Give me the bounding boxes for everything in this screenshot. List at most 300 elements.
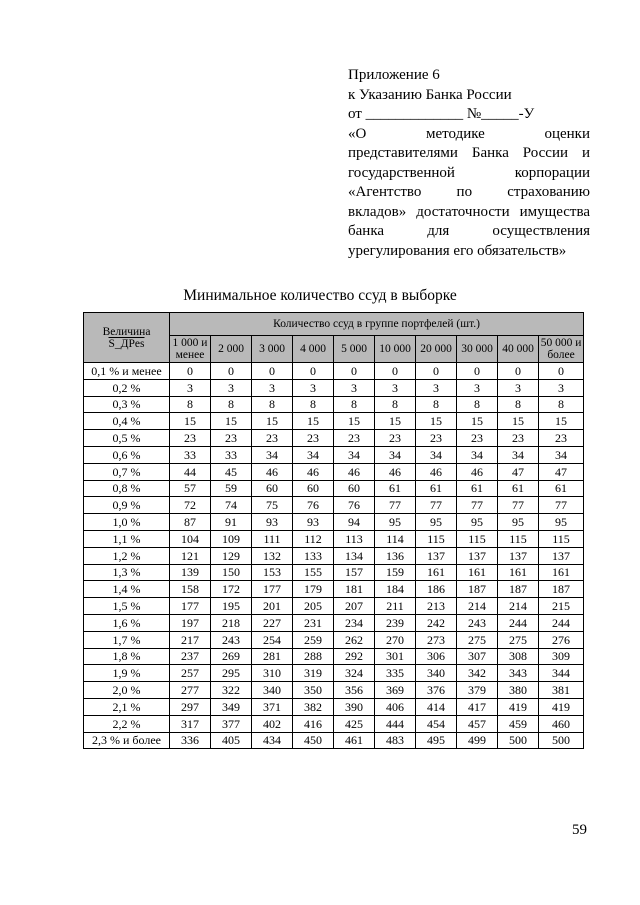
table-cell: 307 [457,648,498,665]
table-cell: 461 [334,732,375,749]
table-cell: 77 [498,497,539,514]
table-cell: 310 [252,665,293,682]
column-header: 10 000 [375,336,416,363]
table-cell: 75 [252,497,293,514]
table-cell: 15 [211,413,252,430]
table-cell: 3 [293,379,334,396]
table-cell: 159 [375,564,416,581]
table-cell: 59 [211,480,252,497]
table-cell: 254 [252,631,293,648]
table-cell: 23 [416,430,457,447]
table-header [84,313,584,363]
table-cell: 61 [539,480,584,497]
row-label: 2,1 % [84,698,170,715]
row-label: 2,0 % [84,682,170,699]
table-row [84,396,584,413]
table-cell: 77 [416,497,457,514]
table-cell: 57 [170,480,211,497]
table-cell: 257 [170,665,211,682]
table-cell: 306 [416,648,457,665]
row-label: 0,6 % [84,446,170,463]
table-cell: 77 [375,497,416,514]
row-label: 1,4 % [84,581,170,598]
table-row [84,446,584,463]
table-cell: 244 [539,614,584,631]
table-cell: 405 [211,732,252,749]
table-cell: 499 [457,732,498,749]
appendix-line: банка для осуществления [348,223,590,239]
table-cell: 33 [170,446,211,463]
table-row [84,648,584,665]
table-cell: 390 [334,698,375,715]
table-cell: 104 [170,530,211,547]
table-cell: 134 [334,547,375,564]
appendix-line: «Агентство по страхованию [348,184,590,200]
table-cell: 3 [539,379,584,396]
table-cell: 8 [170,396,211,413]
table-cell: 137 [539,547,584,564]
table-cell: 414 [416,698,457,715]
table-cell: 46 [293,463,334,480]
table-cell: 179 [293,581,334,598]
table-row [84,614,584,631]
table-cell: 46 [375,463,416,480]
row-label: 0,1 % и менее [84,363,170,380]
table-cell: 8 [334,396,375,413]
table-cell: 187 [457,581,498,598]
table-cell: 500 [539,732,584,749]
table-cell: 91 [211,514,252,531]
table-cell: 87 [170,514,211,531]
table-cell: 3 [211,379,252,396]
table-row [84,665,584,682]
table-cell: 262 [334,631,375,648]
header-value-label: Величина [102,325,151,338]
table-cell: 23 [457,430,498,447]
table-cell: 15 [334,413,375,430]
table-cell: 47 [498,463,539,480]
table-cell: 23 [498,430,539,447]
table-cell: 450 [293,732,334,749]
table-cell: 270 [375,631,416,648]
column-header: 40 000 [498,336,539,363]
row-label: 1,5 % [84,598,170,615]
table-cell: 342 [457,665,498,682]
table-cell: 112 [293,530,334,547]
header-value-symbol: S_ДРes [108,337,145,350]
table-cell: 23 [211,430,252,447]
table-cell: 111 [252,530,293,547]
table-cell: 295 [211,665,252,682]
table-cell: 0 [375,363,416,380]
table-cell: 177 [170,598,211,615]
table-cell: 371 [252,698,293,715]
table-cell: 161 [498,564,539,581]
table-cell: 454 [416,715,457,732]
table-cell: 8 [293,396,334,413]
table-cell: 74 [211,497,252,514]
table-cell: 23 [252,430,293,447]
row-label: 0,4 % [84,413,170,430]
table-cell: 457 [457,715,498,732]
table-cell: 46 [416,463,457,480]
table-cell: 376 [416,682,457,699]
table-cell: 340 [416,665,457,682]
table-cell: 3 [252,379,293,396]
table-cell: 34 [416,446,457,463]
table-cell: 15 [457,413,498,430]
table-cell: 34 [498,446,539,463]
table-cell: 292 [334,648,375,665]
row-label: 2,3 % и более [84,732,170,749]
table-cell: 157 [334,564,375,581]
table-cell: 425 [334,715,375,732]
table-row [84,547,584,564]
table-cell: 8 [416,396,457,413]
table-cell: 46 [457,463,498,480]
table-cell: 15 [252,413,293,430]
table-cell: 3 [457,379,498,396]
table-cell: 419 [498,698,539,715]
table-cell: 136 [375,547,416,564]
table-cell: 15 [498,413,539,430]
table-cell: 34 [375,446,416,463]
table-cell: 356 [334,682,375,699]
table-cell: 349 [211,698,252,715]
table-cell: 0 [416,363,457,380]
table-cell: 95 [539,514,584,531]
table-cell: 301 [375,648,416,665]
table-cell: 239 [375,614,416,631]
table-cell: 3 [334,379,375,396]
table-cell: 350 [293,682,334,699]
table-cell: 0 [252,363,293,380]
row-label: 2,2 % [84,715,170,732]
appendix-line: «О методике оценки [348,125,590,142]
table-cell: 34 [293,446,334,463]
table-row [84,698,584,715]
table-cell: 0 [457,363,498,380]
table-cell: 309 [539,648,584,665]
table-cell: 61 [375,480,416,497]
table-cell: 137 [498,547,539,564]
table-cell: 322 [211,682,252,699]
appendix-line: государственной корпорации [348,164,590,181]
header-group: Количество ссуд в группе портфелей (шт.) [170,313,584,336]
row-label: 0,2 % [84,379,170,396]
table-row [84,732,584,749]
table-cell: 60 [293,480,334,497]
table-cell: 0 [498,363,539,380]
row-label: 0,3 % [84,396,170,413]
table-cell: 308 [498,648,539,665]
row-label: 1,0 % [84,514,170,531]
table-cell: 121 [170,547,211,564]
table-cell: 380 [498,682,539,699]
column-header: 1 000 и менее [170,336,211,363]
table-cell: 340 [252,682,293,699]
table-title: Минимальное количество ссуд в выборке [183,287,457,304]
table-cell: 319 [293,665,334,682]
table-cell: 34 [252,446,293,463]
appendix-line: к Указанию Банка России [348,86,512,103]
table-cell: 47 [539,463,584,480]
table-cell: 93 [293,514,334,531]
table-row [84,413,584,430]
column-header: 3 000 [252,336,293,363]
table-cell: 150 [211,564,252,581]
row-label: 0,7 % [84,463,170,480]
table-cell: 324 [334,665,375,682]
table-cell: 115 [498,530,539,547]
row-label: 0,8 % [84,480,170,497]
row-label: 0,9 % [84,497,170,514]
table-cell: 158 [170,581,211,598]
table-cell: 275 [498,631,539,648]
row-label: 1,8 % [84,648,170,665]
table-cell: 460 [539,715,584,732]
table-cell: 419 [539,698,584,715]
table-cell: 0 [334,363,375,380]
table-cell: 161 [416,564,457,581]
table-cell: 207 [334,598,375,615]
row-label: 1,2 % [84,547,170,564]
table-cell: 44 [170,463,211,480]
table-row [84,463,584,480]
table-cell: 187 [498,581,539,598]
table-cell: 133 [293,547,334,564]
table-cell: 406 [375,698,416,715]
table-cell: 187 [539,581,584,598]
table-cell: 172 [211,581,252,598]
table-cell: 343 [498,665,539,682]
table-cell: 459 [498,715,539,732]
table-cell: 72 [170,497,211,514]
page-number: 59 [572,822,587,838]
header-value-cell [84,313,170,363]
table-cell: 244 [498,614,539,631]
table-cell: 277 [170,682,211,699]
table-cell: 297 [170,698,211,715]
column-header: 5 000 [334,336,375,363]
table-cell: 281 [252,648,293,665]
table-cell: 186 [416,581,457,598]
table-cell: 15 [539,413,584,430]
table-cell: 382 [293,698,334,715]
table-cell: 95 [416,514,457,531]
table-cell: 23 [539,430,584,447]
table-cell: 109 [211,530,252,547]
table-cell: 115 [539,530,584,547]
table-row [84,363,584,380]
table-row [84,564,584,581]
table-cell: 132 [252,547,293,564]
table-cell: 269 [211,648,252,665]
table-row [84,430,584,447]
table-cell: 34 [539,446,584,463]
row-label: 1,7 % [84,631,170,648]
table-cell: 181 [334,581,375,598]
table-cell: 8 [375,396,416,413]
appendix-line: от _____________ №_____-У [348,106,535,122]
table-cell: 94 [334,514,375,531]
table-body [84,363,584,749]
table-row [84,715,584,732]
table-cell: 95 [375,514,416,531]
table-cell: 61 [498,480,539,497]
table-cell: 0 [293,363,334,380]
table-cell: 34 [334,446,375,463]
table-cell: 234 [334,614,375,631]
table-cell: 215 [539,598,584,615]
table-cell: 77 [539,497,584,514]
table-cell: 444 [375,715,416,732]
table-cell: 276 [539,631,584,648]
table-cell: 15 [375,413,416,430]
table-row [84,497,584,514]
table-cell: 15 [293,413,334,430]
table-row [84,631,584,648]
row-label: 1,9 % [84,665,170,682]
table-cell: 317 [170,715,211,732]
table-cell: 15 [170,413,211,430]
column-header: 50 000 и более [539,336,584,363]
table-cell: 211 [375,598,416,615]
table-cell: 129 [211,547,252,564]
table-cell: 0 [211,363,252,380]
table-cell: 114 [375,530,416,547]
table-cell: 15 [416,413,457,430]
table-cell: 23 [293,430,334,447]
table-cell: 288 [293,648,334,665]
table-cell: 23 [375,430,416,447]
table-row [84,530,584,547]
table-cell: 218 [211,614,252,631]
table-cell: 76 [334,497,375,514]
table-cell: 45 [211,463,252,480]
appendix-line: представителями Банка России и [348,145,590,161]
table-cell: 237 [170,648,211,665]
table-cell: 33 [211,446,252,463]
table-cell: 213 [416,598,457,615]
table-cell: 137 [416,547,457,564]
table-cell: 3 [375,379,416,396]
table-cell: 273 [416,631,457,648]
table-cell: 402 [252,715,293,732]
table-row [84,480,584,497]
table-cell: 161 [539,564,584,581]
table-cell: 214 [498,598,539,615]
table-cell: 23 [334,430,375,447]
table-cell: 8 [252,396,293,413]
table-cell: 217 [170,631,211,648]
table-cell: 153 [252,564,293,581]
table-cell: 8 [211,396,252,413]
table-row [84,379,584,396]
table-cell: 115 [416,530,457,547]
table-cell: 61 [457,480,498,497]
table-cell: 76 [293,497,334,514]
table-cell: 483 [375,732,416,749]
table-cell: 184 [375,581,416,598]
column-header: 2 000 [211,336,252,363]
table-cell: 139 [170,564,211,581]
table-cell: 243 [457,614,498,631]
table-cell: 500 [498,732,539,749]
table-cell: 95 [457,514,498,531]
table-cell: 214 [457,598,498,615]
row-label: 0,5 % [84,430,170,447]
table-cell: 61 [416,480,457,497]
table-cell: 381 [539,682,584,699]
table-cell: 416 [293,715,334,732]
table-cell: 77 [457,497,498,514]
table-cell: 137 [457,547,498,564]
table-cell: 205 [293,598,334,615]
table-cell: 275 [457,631,498,648]
table-cell: 46 [334,463,375,480]
table-cell: 60 [252,480,293,497]
appendix-line: вкладов» достаточности имущества [348,203,590,220]
table-cell: 3 [170,379,211,396]
table-cell: 201 [252,598,293,615]
table-cell: 8 [498,396,539,413]
table-cell: 46 [252,463,293,480]
min-loans-table [83,312,584,749]
table-row [84,514,584,531]
table-cell: 379 [457,682,498,699]
column-header: 4 000 [293,336,334,363]
table-cell: 34 [457,446,498,463]
appendix-line: Приложение 6 [348,67,440,83]
table-cell: 115 [457,530,498,547]
table-row [84,581,584,598]
table-cell: 8 [539,396,584,413]
table-cell: 3 [416,379,457,396]
table-cell: 195 [211,598,252,615]
column-header: 30 000 [457,336,498,363]
appendix-reference [348,66,590,261]
table-cell: 377 [211,715,252,732]
table-cell: 177 [252,581,293,598]
table-cell: 0 [170,363,211,380]
table-row [84,682,584,699]
table-cell: 369 [375,682,416,699]
table-cell: 161 [457,564,498,581]
row-label: 1,3 % [84,564,170,581]
table-cell: 0 [539,363,584,380]
row-label: 1,6 % [84,614,170,631]
table-cell: 231 [293,614,334,631]
table-cell: 227 [252,614,293,631]
table-cell: 495 [416,732,457,749]
table-cell: 95 [498,514,539,531]
table-cell: 60 [334,480,375,497]
table-cell: 336 [170,732,211,749]
table-cell: 434 [252,732,293,749]
table-cell: 335 [375,665,416,682]
table-cell: 242 [416,614,457,631]
table-cell: 155 [293,564,334,581]
table-cell: 417 [457,698,498,715]
table-row [84,598,584,615]
table-cell: 3 [498,379,539,396]
row-label: 1,1 % [84,530,170,547]
table-cell: 344 [539,665,584,682]
table-cell: 113 [334,530,375,547]
table-cell: 259 [293,631,334,648]
table-cell: 197 [170,614,211,631]
